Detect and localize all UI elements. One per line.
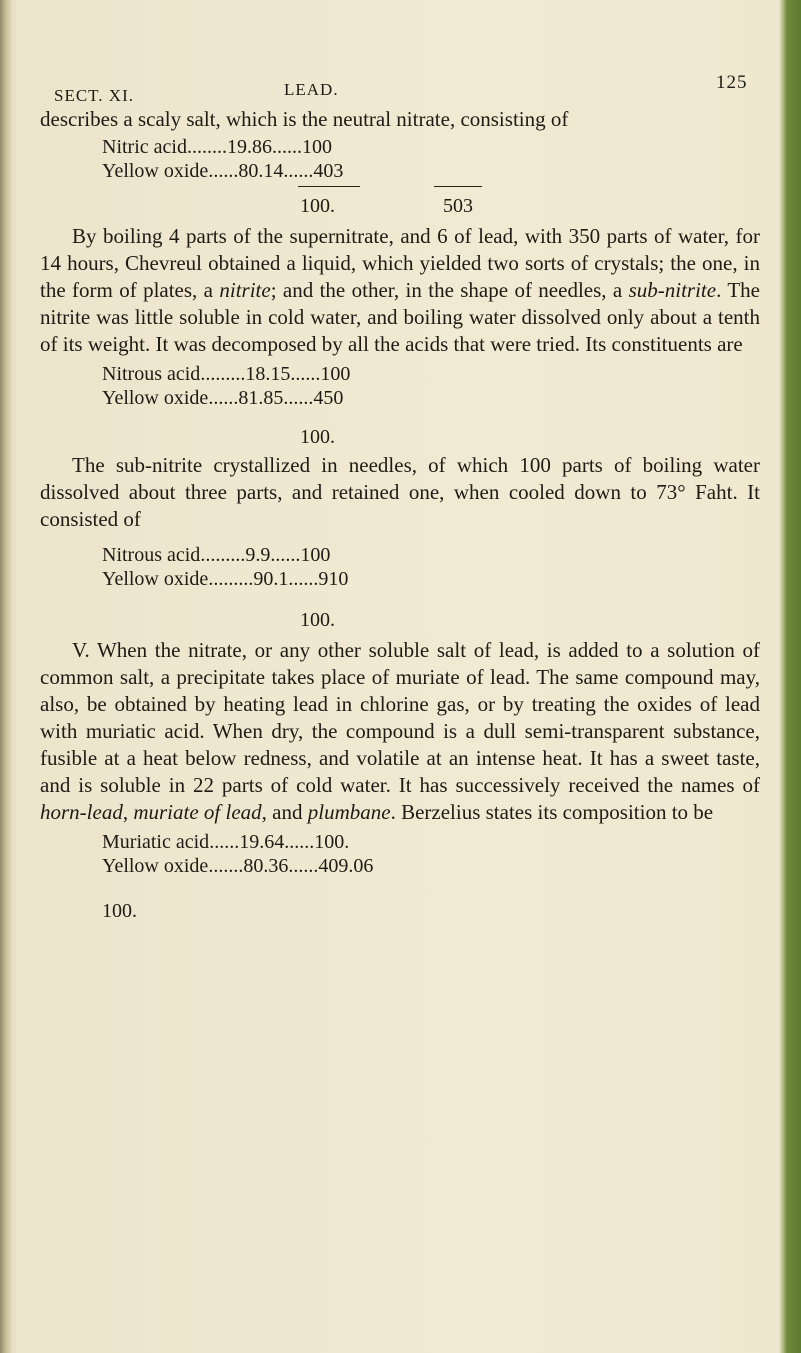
row-label: Nitric acid	[102, 136, 187, 158]
leader-dots: ......	[284, 831, 315, 853]
sum-rule	[298, 186, 360, 187]
text-run: , and	[261, 800, 308, 824]
table-row	[102, 567, 760, 591]
leader-dots: .........	[200, 363, 246, 385]
term-plumbane: plumbane	[307, 800, 391, 824]
leader-dots: ......	[283, 160, 314, 182]
text-run: V. When the nitrate, or any other soluble salt of lead, is added to a solution of common salt, a precipitate takes place of muriate of lead. The same compound may, also, be obtained by heating lead in chlorine gas, or by treating the oxides of lead with muriatic acid. When dry, the compound is a dull semi-transparent substance, fusible at a heat below redness, and volatile at an intense heat. It has a sweet taste, and is soluble in 22 parts of cold water. It has successively received the names of	[40, 638, 760, 797]
leader-dots: ......	[288, 568, 319, 590]
row-label: Yellow oxide	[102, 160, 209, 182]
page-edge	[779, 0, 801, 1353]
paragraph-neutral-nitrate: describes a scaly salt, which is the neutral nitrate, consisting of	[40, 107, 569, 131]
row-label: Yellow oxide	[102, 855, 209, 877]
paragraph-muriate-of-lead	[40, 637, 760, 826]
row-label: Muriatic acid	[102, 831, 210, 853]
leader-dots: ......	[290, 363, 321, 385]
leader-dots: ......	[208, 387, 239, 409]
ratio-value: 100	[301, 136, 332, 158]
paragraph-subnitrite: The sub-nitrite crystallized in needles, of which 100 parts of boiling water dissolved about three parts, and retained one, when cooled down to 73° Faht. It consisted of	[40, 453, 760, 531]
percent-value: 18.15	[245, 363, 291, 385]
page-number: 125	[716, 72, 748, 93]
row-label: Nitrous acid	[102, 363, 201, 385]
leader-dots: ......	[283, 387, 314, 409]
text-run: ,	[122, 800, 134, 824]
ratio-value: 403	[313, 160, 344, 182]
total-percent: 100.	[300, 609, 335, 631]
ratio-value: 100	[320, 363, 351, 385]
term-subnitrite: sub-nitrite	[628, 278, 717, 302]
ratio-value: 100.	[314, 831, 350, 853]
ratio-value: 910	[318, 568, 349, 590]
table-row	[102, 386, 760, 410]
percent-value: 19.64	[239, 831, 285, 853]
row-label: Yellow oxide	[102, 568, 209, 590]
percent-value: 80.36	[243, 855, 289, 877]
page-gutter-shadow	[0, 0, 12, 1353]
sum-rule	[434, 186, 482, 187]
table-subnitrite	[102, 543, 760, 591]
term-horn-lead: horn-lead	[40, 800, 123, 824]
ratio-value: 450	[313, 387, 344, 409]
running-head	[40, 70, 760, 106]
table-neutral-nitrate	[102, 135, 760, 183]
table-totals	[40, 591, 760, 637]
total-percent: 100.	[102, 900, 137, 922]
percent-value: 9.9	[245, 544, 271, 566]
section-label: SECT. XI.	[54, 86, 134, 105]
leader-dots: ........	[186, 136, 227, 158]
leader-dots: ......	[208, 160, 239, 182]
table-totals	[40, 410, 760, 452]
ratio-value: 409.06	[318, 855, 374, 877]
total-percent: 100.	[300, 195, 335, 217]
table-row	[102, 830, 760, 854]
text-run: By boiling 4 parts of the supernitrate, and 6 of lead, with 350 parts of water, for 14 hours, Chevreul obtained a liquid, which yielded two sorts of crystals; the one, in the form of plates, a	[40, 224, 760, 302]
paragraph-nitrite	[40, 223, 760, 358]
text-run: ; and the other, in the shape of needles, a	[270, 278, 629, 302]
term-nitrite: nitrite	[219, 278, 271, 302]
table-muriate-of-lead	[102, 830, 760, 878]
table-row	[102, 135, 760, 159]
leader-dots: .........	[200, 544, 246, 566]
percent-value: 81.85	[238, 387, 284, 409]
page-content	[40, 70, 760, 924]
leader-dots: ......	[270, 544, 301, 566]
leader-dots: ......	[209, 831, 240, 853]
table-row	[102, 159, 760, 183]
table-totals	[40, 183, 760, 223]
text-run: . The nitrite was little soluble in cold water, and boiling water dissolved only about a tenth of its weight. It was decomposed by all the acids that were tried. Its constituents are	[40, 278, 760, 356]
leader-dots: ......	[271, 136, 302, 158]
table-row	[102, 362, 760, 386]
leader-dots: ......	[288, 855, 319, 877]
ratio-value: 100	[300, 544, 331, 566]
text-run: . Berzelius states its composition to be	[390, 800, 714, 824]
row-label: Yellow oxide	[102, 387, 209, 409]
total-ratio: 503	[443, 195, 473, 217]
row-label: Nitrous acid	[102, 544, 201, 566]
table-row	[102, 543, 760, 567]
table-nitrite	[102, 362, 760, 410]
percent-value: 90.1	[253, 568, 289, 590]
table-row	[102, 854, 760, 878]
percent-value: 19.86	[226, 136, 272, 158]
percent-value: 80.14	[238, 160, 284, 182]
chapter-title: LEAD.	[284, 80, 339, 99]
table-totals	[40, 878, 760, 924]
leader-dots: .........	[208, 568, 254, 590]
total-percent: 100.	[300, 426, 335, 448]
leader-dots: .......	[208, 855, 244, 877]
term-muriate-of-lead: muriate of lead	[133, 800, 262, 824]
